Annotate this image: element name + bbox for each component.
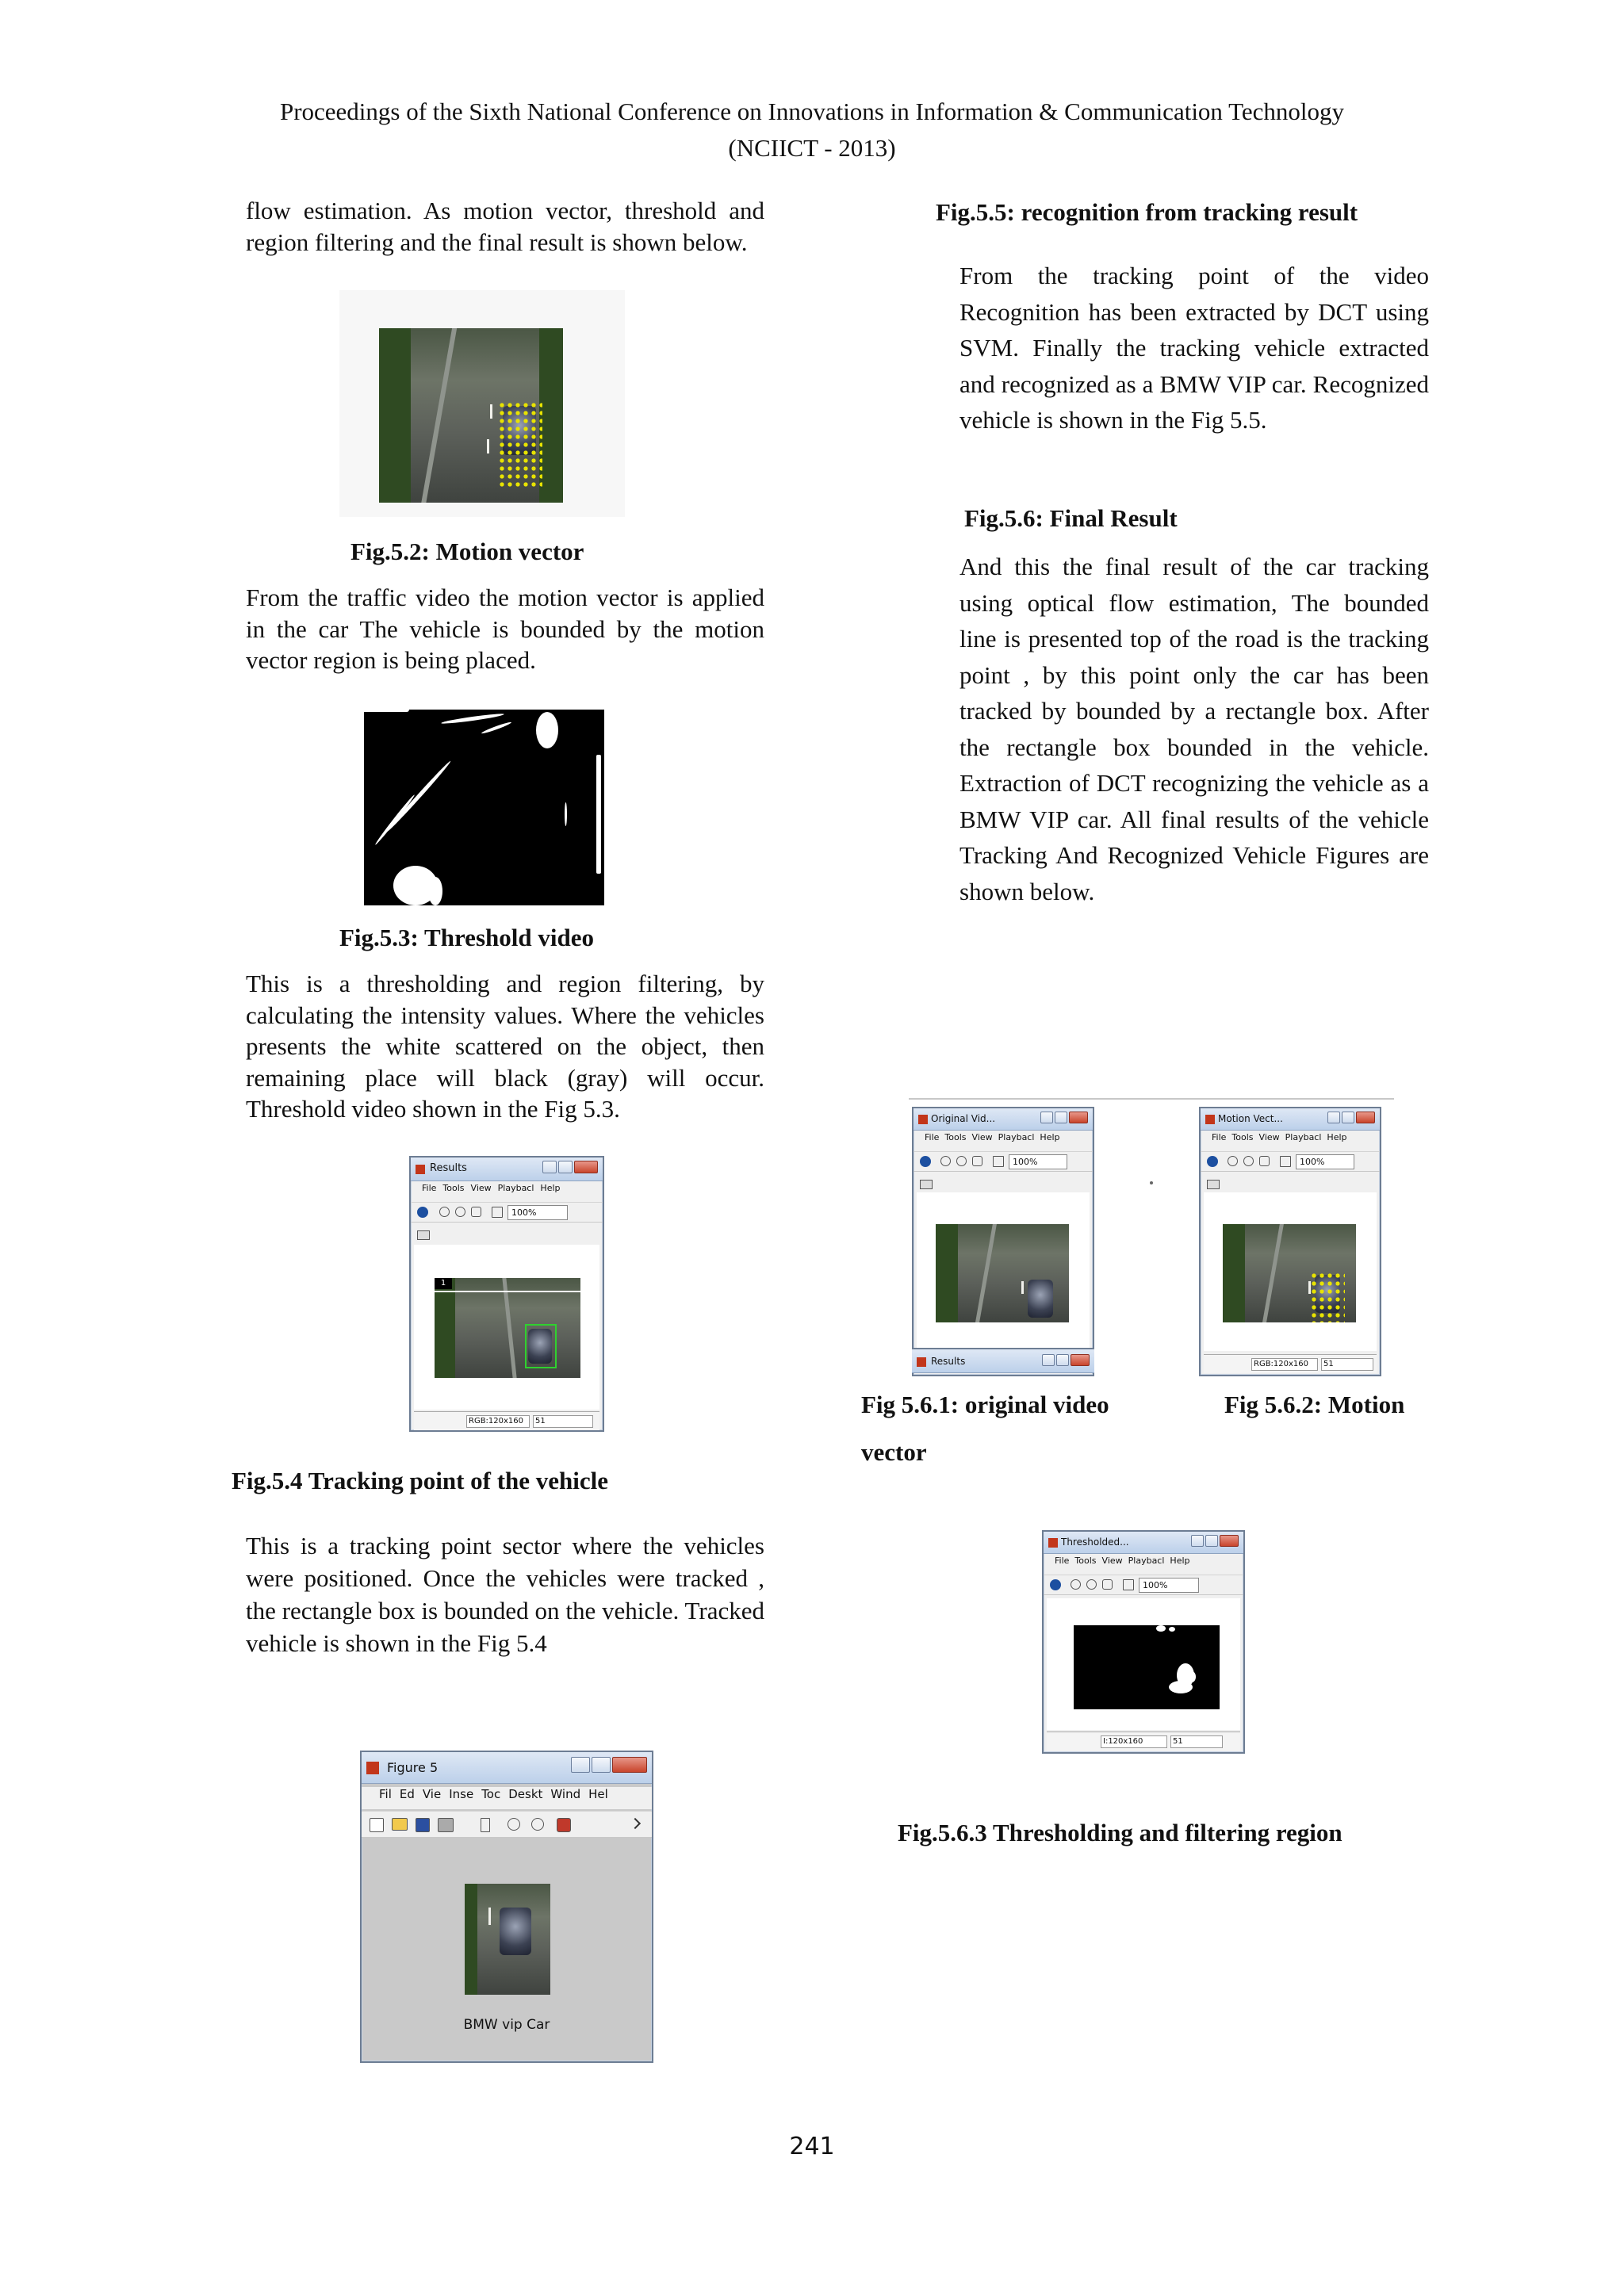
motion-frame [1223,1224,1356,1322]
menu-help[interactable]: Help [1040,1132,1060,1142]
more-chevron-icon[interactable] [630,1818,641,1829]
results-view [414,1245,599,1410]
thresholded-status-bar [1047,1732,1240,1751]
pan-icon[interactable] [471,1207,481,1217]
results-title-bar[interactable] [411,1158,603,1181]
menu-playback[interactable]: Playbacl [497,1183,534,1193]
menu-view[interactable]: View [1258,1132,1280,1142]
close-button[interactable] [612,1757,647,1773]
menu-view[interactable]: View [1101,1556,1123,1566]
left-paragraph-3: This is a thresholding and region filtering, by calculating the intensity values. Where the vehicles presents the white scattered on the object, then remaining place will black (gray) will occur. Threshold video shown in the Fig 5.3. [246,970,764,1123]
thresholded-view [1047,1598,1240,1730]
maximize-button[interactable] [1055,1112,1067,1123]
motion-view [1204,1192,1377,1351]
figure-divider [909,1098,1394,1100]
close-button[interactable] [1071,1354,1090,1366]
fig-5-5-caption: Fig.5.5: recognition from tracking result [936,198,1358,226]
results-window[interactable] [409,1156,604,1432]
camera-icon[interactable] [417,1230,430,1240]
menu-playback[interactable]: Playbacl [998,1132,1035,1142]
zoom-in-icon[interactable] [1228,1156,1238,1166]
figure5-window[interactable] [360,1751,653,2063]
bmw-car [500,1908,531,1955]
zoom-level[interactable]: 100% [508,1205,568,1220]
left-paragraph-1: flow estimation. As motion vector, threshold and region filtering and the final result is shown below. [246,197,764,256]
camera-icon[interactable] [920,1180,933,1189]
fig-5-6-2-caption: Fig 5.6.2: Motion [1224,1391,1405,1418]
maximize-button[interactable] [592,1757,611,1773]
motion-vector-frame [379,328,563,503]
fig-5-6-1-caption: Fig 5.6.1: original video [861,1391,1109,1418]
menu-file[interactable]: File [925,1132,940,1142]
fit-icon[interactable] [1123,1579,1134,1590]
camera-icon[interactable] [1207,1180,1220,1189]
original-video-window[interactable] [912,1107,1094,1376]
save-icon[interactable] [416,1818,430,1832]
print-icon[interactable] [438,1818,454,1832]
zoom-out-icon[interactable] [956,1156,967,1166]
original-frame [936,1224,1069,1322]
stray-dot [1150,1181,1153,1184]
menu-tools[interactable]: Tools [442,1183,465,1193]
fig-5-3-threshold-image [362,707,604,905]
menu-view[interactable]: View [971,1132,993,1142]
maximize-button[interactable] [1056,1354,1069,1366]
open-folder-icon[interactable] [392,1818,408,1831]
status-dims: RGB:120x160 [466,1415,530,1428]
original-toolbar [914,1151,1093,1172]
status-frame: 51 [533,1415,593,1428]
recognized-car-frame [465,1884,550,1995]
right-paragraph-5: From the tracking point of the video Recognition has been extracted by DCT using SVM. Finally the tracking vehicle extracted and recognized as a BMW VIP car. Recognized vehicle is shown in the Fig 5.5. [959,262,1429,434]
maximize-button[interactable] [1205,1535,1218,1547]
motion-title: Motion Vect... [1218,1113,1283,1124]
running-header [159,94,1465,166]
fig-5-6-3-caption: Fig.5.6.3 Thresholding and filtering region [898,1819,1342,1846]
info-icon[interactable] [1050,1579,1061,1590]
fig-5-2-image [339,290,625,517]
zoom-in-icon[interactable] [940,1156,951,1166]
zoom-level[interactable]: 100% [1009,1154,1067,1169]
figure5-title-bar[interactable] [362,1752,652,1784]
thresholded-window[interactable] [1042,1530,1245,1754]
menu-edit[interactable]: Ed [399,1787,415,1801]
menu-insert[interactable]: Inse [449,1787,474,1801]
fig-5-2-caption: Fig.5.2: Motion vector [350,538,584,565]
zoom-level[interactable]: 100% [1139,1578,1199,1593]
pan-icon[interactable] [972,1156,982,1166]
zoom-out-icon[interactable] [455,1207,465,1217]
pan-icon[interactable] [1102,1579,1113,1590]
minimize-button[interactable] [1191,1535,1204,1547]
zoom-level[interactable]: 100% [1296,1154,1354,1169]
matlab-icon [366,1762,379,1774]
status-frame: 51 [1170,1735,1223,1748]
original-menu-bar [914,1132,1093,1150]
menu-view[interactable]: View [470,1183,492,1193]
status-dims: I:120x160 [1101,1735,1167,1748]
motion-vector-dots [1310,1272,1345,1322]
pointer-icon[interactable] [481,1818,490,1832]
menu-tools[interactable]: Toc [481,1787,501,1801]
zoom-out-icon[interactable] [531,1818,544,1831]
info-icon[interactable] [1207,1156,1218,1167]
menu-playback[interactable]: Playbacl [1128,1556,1165,1566]
matlab-icon [1205,1115,1215,1124]
minimize-button[interactable] [542,1161,557,1173]
zoom-in-icon[interactable] [439,1207,450,1217]
matlab-icon [1048,1538,1058,1548]
minimize-button[interactable] [1040,1112,1053,1123]
close-button[interactable] [1220,1535,1239,1547]
recognition-label: BMW vip Car [463,2017,550,2033]
menu-view[interactable]: Vie [422,1787,442,1801]
thresholded-title: Thresholded... [1061,1536,1129,1548]
figure5-menu-bar [362,1787,652,1809]
thresholded-title-bar[interactable] [1044,1532,1243,1554]
motion-title-bar[interactable] [1201,1108,1380,1131]
tracking-line [435,1291,580,1292]
tracking-frame [435,1278,580,1378]
zoom-out-icon[interactable] [1243,1156,1254,1166]
fig-5-6-caption: Fig.5.6: Final Result [964,504,1178,532]
motion-vector-dots [498,401,542,490]
motion-vector-window[interactable] [1199,1107,1381,1376]
results-menu-bar [411,1183,603,1200]
fig-5-6-2-caption-cont: vector [861,1438,927,1466]
info-icon[interactable] [417,1207,428,1218]
menu-help[interactable]: Hel [588,1787,608,1801]
matlab-icon [416,1165,425,1174]
minimize-button[interactable] [1042,1354,1055,1366]
menu-file[interactable]: File [422,1183,437,1193]
original-title-bar[interactable] [914,1108,1093,1131]
fit-icon[interactable] [492,1207,503,1218]
thresholded-frame [1074,1625,1220,1709]
menu-help[interactable]: Help [540,1183,561,1193]
menu-tools[interactable]: Tools [1074,1556,1097,1566]
figure5-toolbar [362,1811,652,1838]
status-frame: 51 [1321,1358,1373,1371]
tracking-count: 1 [435,1278,452,1289]
page-number: 241 [789,2133,835,2160]
motion-menu-bar [1201,1132,1380,1150]
zoom-in-icon[interactable] [1071,1579,1081,1590]
results-title: Results [430,1162,467,1174]
zoom-in-icon[interactable] [508,1818,520,1831]
maximize-button[interactable] [558,1161,573,1173]
original-view [917,1192,1090,1351]
close-button[interactable] [574,1161,598,1173]
fig-5-4-caption: Fig.5.4 Tracking point of the vehicle [232,1467,609,1494]
new-file-icon[interactable] [370,1818,384,1832]
minimize-button[interactable] [1327,1112,1340,1123]
pan-icon[interactable] [1259,1156,1270,1166]
matlab-icon [917,1357,926,1367]
close-button[interactable] [1069,1112,1088,1123]
menu-help[interactable]: Help [1327,1132,1347,1142]
results-sub-title-bar[interactable] [912,1348,1094,1373]
matlab-icon [918,1115,928,1124]
menu-file[interactable]: File [1055,1556,1070,1566]
fit-icon[interactable] [1280,1156,1291,1167]
menu-file[interactable]: File [1212,1132,1227,1142]
motion-status-bar [1204,1354,1377,1373]
menu-tools[interactable]: Tools [1231,1132,1254,1142]
close-button[interactable] [1356,1112,1375,1123]
zoom-out-icon[interactable] [1086,1579,1097,1590]
figure5-title: Figure 5 [387,1760,439,1775]
results-toolbar [411,1202,603,1223]
results-sub-title: Results [931,1356,966,1367]
menu-desktop[interactable]: Deskt [508,1787,543,1801]
maximize-button[interactable] [1342,1112,1354,1123]
menu-playback[interactable]: Playbacl [1285,1132,1322,1142]
thresholded-toolbar [1044,1575,1243,1595]
left-paragraph-2: From the traffic video the motion vector is applied in the car The vehicle is bounded by the motion vector region is being placed. [246,584,764,674]
menu-file[interactable]: Fil [379,1787,392,1801]
motion-toolbar [1201,1151,1380,1172]
thresholded-menu-bar [1044,1556,1243,1573]
right-paragraph-6: And this the final result of the car tracking using optical flow estimation, The bounded line is presented top of the road is the tracking point , by this point only the car has been tracked by bounded by a rectangle box. After the rectangle box bounded in the vehicle. Extraction of DCT recognizing the vehicle as a BMW VIP car. All final results of the vehicle Tracking And Recognized Vehicle Figures are shown below. [959,553,1429,905]
menu-window[interactable]: Wind [550,1787,581,1801]
data-cursor-icon[interactable] [557,1818,571,1832]
results-status-bar [414,1411,599,1430]
conference-acronym: (NCIICT - 2013) [728,134,896,162]
tracking-box [525,1324,557,1368]
fit-icon[interactable] [993,1156,1004,1167]
menu-help[interactable]: Help [1170,1556,1190,1566]
status-dims: RGB:120x160 [1251,1358,1318,1371]
minimize-button[interactable] [571,1757,590,1773]
original-title: Original Vid... [931,1113,996,1124]
conference-title: Proceedings of the Sixth National Conference on Innovations in Information & Communication Technology [279,98,1345,125]
left-paragraph-4: This is a tracking point sector where the vehicles were positioned. Once the vehicles were tracked , the rectangle box is bounded on the vehicle. Tracked vehicle is shown in the Fig 5.4 [246,1532,764,1657]
menu-tools[interactable]: Tools [944,1132,967,1142]
info-icon[interactable] [920,1156,931,1167]
fig-5-3-caption: Fig.5.3: Threshold video [339,924,594,951]
